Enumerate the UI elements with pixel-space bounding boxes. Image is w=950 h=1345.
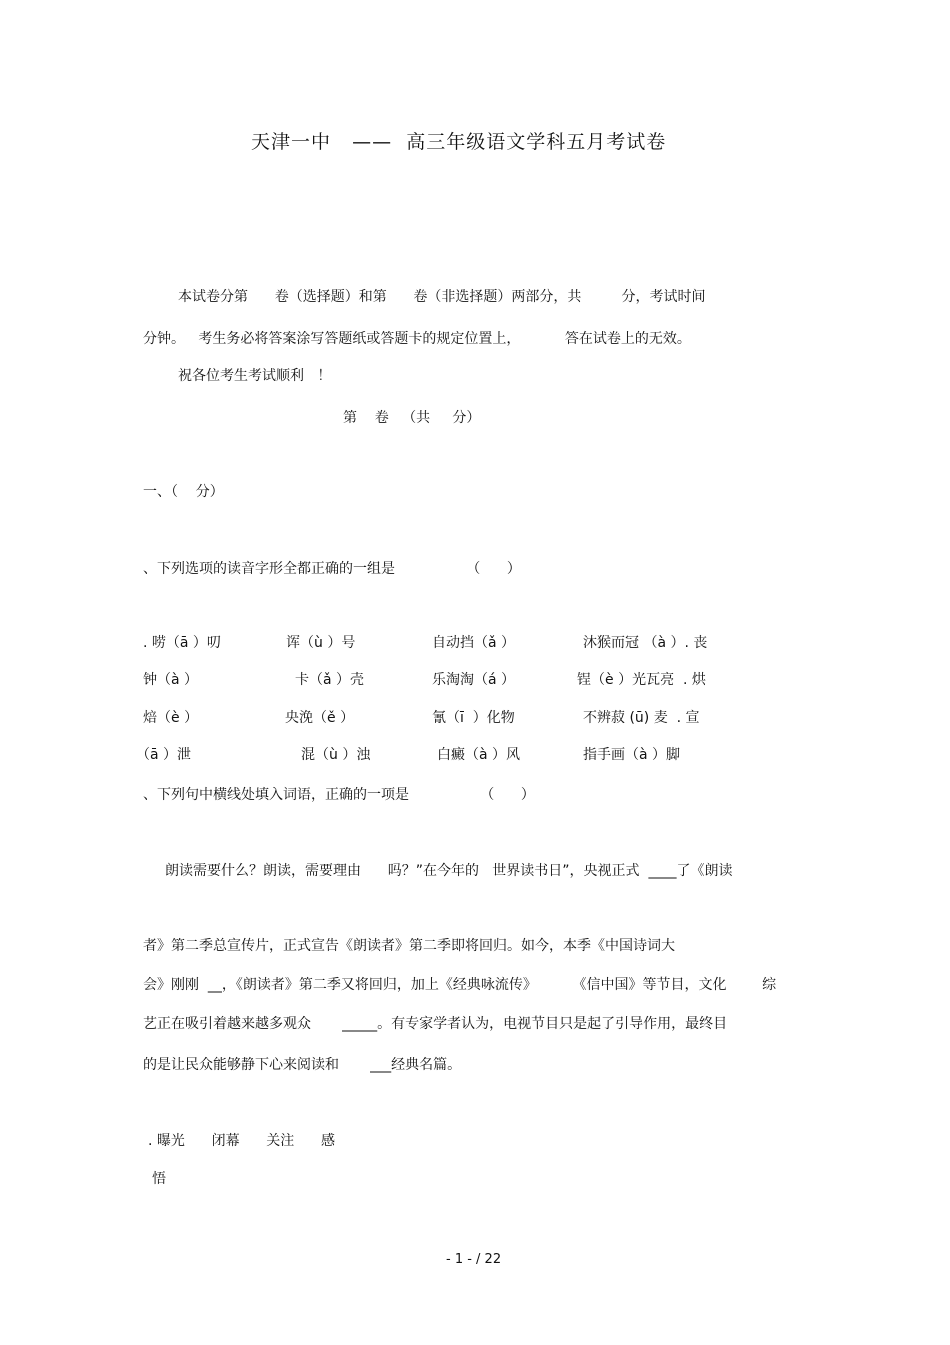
intro-line-3: 祝各位考生考试顺利 ！ xyxy=(178,368,332,384)
q1-row-4-col-2: 混（ù ）浊 xyxy=(301,747,371,763)
q1-row-3-col-1: 焙（è ） xyxy=(143,710,199,726)
q1-row-2-col-2: 卡（ǎ ）壳 xyxy=(295,672,365,688)
intro-line-2: 分钟。 考生务必将答案涂写答题纸或答题卡的规定位置上， 答在试卷上的无效。 xyxy=(143,331,691,347)
q1-row-3-col-3: 氰（ī ）化物 xyxy=(432,710,515,726)
section-heading: 一、（ 分） xyxy=(143,484,224,500)
q1-row-3-col-4: 不辨菽 (ū) 麦 . 宣 xyxy=(583,710,700,726)
q2-passage-line-4: 艺正在吸引着越来越多观众 _____。有专家学者认为，电视节目只是起了引导作用，最终目 xyxy=(143,1016,728,1032)
page-title: 天津一中 —— 高三年级语文学科五月考试卷 xyxy=(251,131,667,153)
q2-option-a-continued: 悟 xyxy=(152,1171,166,1187)
volume-heading: 第 卷 （共 分） xyxy=(343,410,481,426)
q1-row-2-col-1: 钟（à ） xyxy=(143,672,199,688)
q2-passage-line-2: 者》第二季总宣传片，正式宣告《朗读者》第二季即将回归。如今，本季《中国诗词大 xyxy=(143,938,675,954)
q1-row-3-col-2: 央浼（ě ） xyxy=(285,710,355,726)
q2-passage-line-5: 的是让民众能够静下心来阅读和 ___经典名篇。 xyxy=(143,1057,462,1073)
question-2-stem: 、下列句中横线处填入词语，正确的一项是 （ ） xyxy=(143,787,535,803)
q1-row-1-col-1: . 唠（ā ）叨 xyxy=(143,635,221,651)
q1-row-2-col-4: 锃（è ）光瓦亮 . 烘 xyxy=(577,672,706,688)
q1-row-2-col-3: 乐淘淘（á ） xyxy=(432,672,516,688)
q2-passage-line-3: 会》刚刚 __，《朗读者》第二季又将回归，加上《经典咏流传》 《信中国》等节目，文化 综 xyxy=(143,977,777,993)
q1-row-4-col-3: 白癜（à ）风 xyxy=(437,747,521,763)
question-1-stem: 、下列选项的读音字形全都正确的一组是 （ ） xyxy=(143,561,521,577)
intro-line-1: 本试卷分第 卷（选择题）和第 卷（非选择题）两部分，共 分，考试时间 xyxy=(178,289,706,305)
q1-row-1-col-2: 诨（ù ）号 xyxy=(286,635,356,651)
page-number: - 1 - / 22 xyxy=(446,1252,502,1267)
q1-row-4-col-4: 指手画（à ）脚 xyxy=(583,747,681,763)
q2-passage-line-1: 朗读需要什么？朗读，需要理由 吗？”在今年的 世界读书日”，央视正式 ____了《朗读 xyxy=(165,863,733,879)
q1-row-1-col-3: 自动挡（ǎ ） xyxy=(432,635,516,651)
q2-option-a: . 曝光 闭幕 关注 感 xyxy=(148,1133,336,1149)
q1-row-4-col-1: （ā ）泄 xyxy=(136,747,192,763)
q1-row-1-col-4: 沐猴而冠 （à ）. 丧 xyxy=(583,635,708,651)
